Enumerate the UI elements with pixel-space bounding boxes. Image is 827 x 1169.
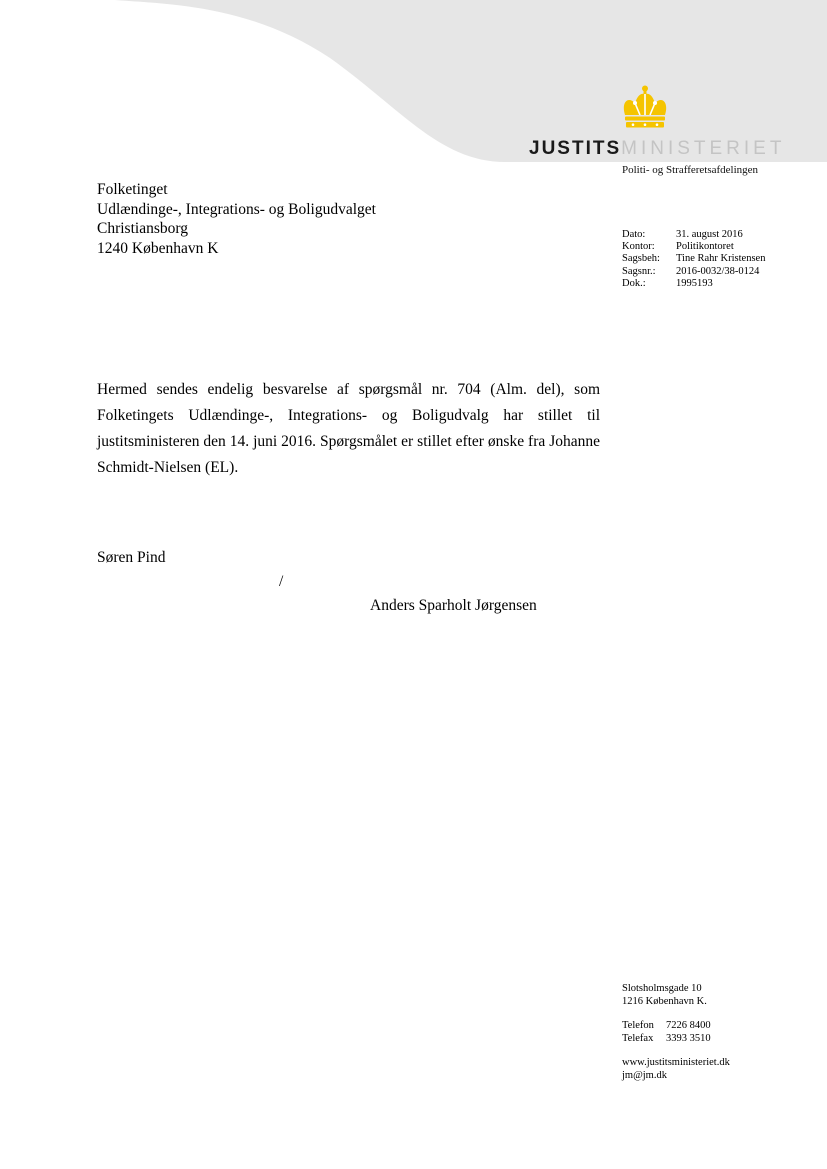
phone-block xyxy=(622,1020,730,1045)
logo-justits: JUSTITS xyxy=(529,138,622,159)
recipient-line: Christiansborg xyxy=(97,220,188,237)
recipient-line: Udlændinge-, Integrations- og Boligudvalget xyxy=(97,200,376,218)
web-block xyxy=(622,1057,730,1082)
meta-row-office xyxy=(622,241,765,253)
minister-name: Søren Pind xyxy=(97,549,166,566)
meta-label: Dok.: xyxy=(622,277,646,289)
letter-body-paragraph: Hermed sendes endelig besvarelse af spørgsmål nr. 704 (Alm. del), som Folketingets Udlændinge-, Integrations- og Boligudvalg har stillet til justitsministeren den 14. juni 2016. Spørgsmålet er stillet efter ønske fra Johanne Schmidt-Nielsen (EL). xyxy=(97,381,600,476)
meta-row-date xyxy=(622,229,765,241)
meta-value: Politikontoret xyxy=(676,241,734,253)
department-name: Politi- og Strafferetsafdelingen xyxy=(622,164,759,176)
meta-value: Tine Rahr Kristensen xyxy=(676,253,766,265)
meta-value: 2016-0032/38-0124 xyxy=(676,265,760,277)
meta-value: 1995193 xyxy=(676,277,713,289)
phone-label: Telefon xyxy=(622,1020,654,1031)
recipient-line: 1240 København K xyxy=(97,239,219,257)
meta-label: Sagsnr.: xyxy=(622,265,656,277)
phone-number: 7226 8400 xyxy=(666,1020,711,1031)
case-metadata xyxy=(622,229,765,290)
meta-row-case-number xyxy=(622,266,765,278)
fax-number: 3393 3510 xyxy=(666,1032,711,1044)
meta-row-caseworker xyxy=(622,253,765,265)
logo-ministeriet: MINISTERIET xyxy=(621,138,786,159)
official-name: Anders Sparholt Jørgensen xyxy=(370,597,537,614)
ministry-logo xyxy=(529,137,785,161)
address-block xyxy=(622,983,730,1008)
phone-line xyxy=(622,1020,730,1033)
postal-address: 1216 København K. xyxy=(622,995,707,1007)
fax-line xyxy=(622,1033,730,1046)
fax-label: Telefax xyxy=(622,1032,654,1044)
email-link[interactable]: jm@jm.dk xyxy=(622,1069,667,1081)
website-link[interactable]: www.justitsministeriet.dk xyxy=(622,1057,730,1068)
meta-label: Sagsbeh: xyxy=(622,253,660,265)
meta-label: Dato: xyxy=(622,229,646,240)
signature-separator: / xyxy=(279,573,284,590)
royal-crown-icon xyxy=(619,85,671,129)
street-address: Slotsholmsgade 10 xyxy=(622,983,702,994)
recipient-address xyxy=(97,180,376,258)
meta-label: Kontor: xyxy=(622,241,655,253)
meta-value: 31. august 2016 xyxy=(676,229,743,240)
ministry-contact-footer xyxy=(622,983,730,1094)
recipient-line: Folketinget xyxy=(97,181,168,198)
meta-row-document xyxy=(622,278,765,290)
